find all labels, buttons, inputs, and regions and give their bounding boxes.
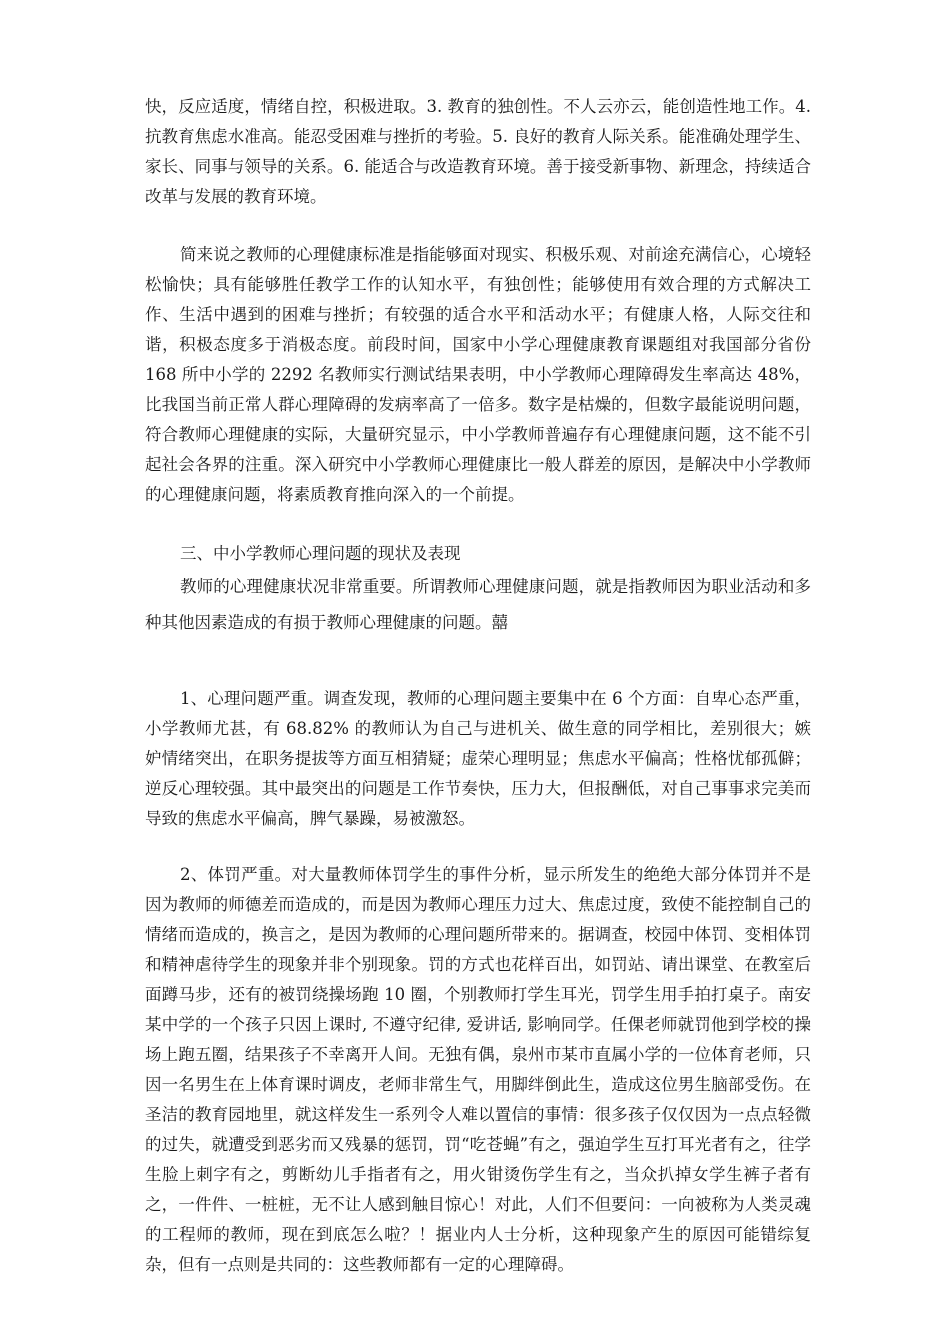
paragraph-teacher-mental-health-standard: 简来说之教师的心理健康标准是指能够面对现实、积极乐观、对前途充满信心，心境轻松愉快；具有能够胜任教学工作的认知水平，有独创性；能够使用有效合理的方式解决工作、生活中遇到的困难与挫折；有较强的适合水平和活动水平；有健康人格，人际交往和谐，积极态度多于消极态度。前段时间，国家中小学心理健康教育课题组对我国部分省份 168 所中小学的 2292 名教师实行测试结果表明，中小学教师心理障碍发生率高达 48%，比我国当前正常人群心理障碍的发病率高了一倍多。数字是枯燥的，但数字最能说明问题，符合教师心理健康的实际，大量研究显示，中小学教师普遍存有心理健康问题，这不能不引起社会各界的注重。深入研究中小学教师心理健康比一般人群差的原因，是解决中小学教师的心理健康问题，将素质教育推向深入的一个前提。 bbox=[145, 245, 811, 504]
paragraph-corporal-punishment: 2、体罚严重。对大量教师体罚学生的事件分析，显示所发生的绝绝大部分体罚并不是因为教师的师德差而造成的，而是因为教师心理压力过大、焦虑过度，致使不能控制自己的情绪而造成的，换言之，是因为教师的心理问题所带来的。据调查，校园中体罚、变相体罚和精神虐待学生的现象并非个别现象。罚的方式也花样百出，如罚站、请出课堂、在教室后面蹲马步，还有的被罚绕操场跑 10 圈，个别教师打学生耳光，罚学生用手拍打桌子。南安某中学的一个孩子只因上课时, 不遵守纪律, 爱讲话, 影响同学。任倮老师就罚他到学校的操场上跑五圈，结果孩子不幸离开人间。无独有偶，泉州市某市直属小学的一位体育老师，只因一名男生在上体育课时调皮，老师非常生气，用脚绊倒此生，造成这位男生脑部受伤。在圣洁的教育园地里，就这样发生一系列令人难以置信的事情：很多孩子仅仅因为一点点轻微的过失，就遭受到恶劣而又残暴的惩罚，罚“吃苍蝇”有之，强迫学生互打耳光者有之，往学生脸上刺字有之，剪断幼儿手指者有之，用火钳烫伤学生有之，当众扒掉女学生裤子者有之，一件件、一桩桩，无不让人感到触目惊心！对此，人们不但要问：一向被称为人类灵魂的工程师的教师，现在到底怎么啦？！据业内人士分析，这种现象产生的原因可能错综复杂，但有一点则是共同的：这些教师都有一定的心理障碍。 bbox=[145, 865, 811, 1274]
paragraph-psychological-problems: 1、心理问题严重。调查发现，教师的心理问题主要集中在 6 个方面：自卑心态严重，小学教师尤甚，有 68.82% 的教师认为自己与进机关、做生意的同学相比，差别很大；嫉妒情绪突出，在职务提拔等方面互相猜疑；虚荣心理明显；焦虑水平偏高；性格忧郁孤僻；逆反心理较强。其中最突出的问题是工作节奏快，压力大，但报酬低，对自己事事求完美而导致的焦虑水平偏高，脾气暴躁，易被激怒。 bbox=[145, 689, 811, 828]
section-heading-three: 三、中小学教师心理问题的现状及表现 bbox=[180, 544, 461, 563]
paragraph-education-standards-continued: 快，反应适度，情绪自控，积极进取。3. 教育的独创性。不人云亦云，能创造性地工作。4. 抗教育焦虑水准高。能忍受困难与挫折的考验。5. 良好的教育人际关系。能准确处理学生、家长、同事与领导的关系。6. 能适合与改造教育环境。善于接受新事物、新理念，持续适合改革与发展的教育环境。 bbox=[145, 97, 811, 206]
document-page bbox=[145, 92, 811, 1280]
paragraph-definition: 教师的心理健康状况非常重要。所谓教师心理健康问题，就是指教师因为职业活动和多种其他因素造成的有损于教师心理健康的问题。囍 bbox=[145, 577, 811, 632]
